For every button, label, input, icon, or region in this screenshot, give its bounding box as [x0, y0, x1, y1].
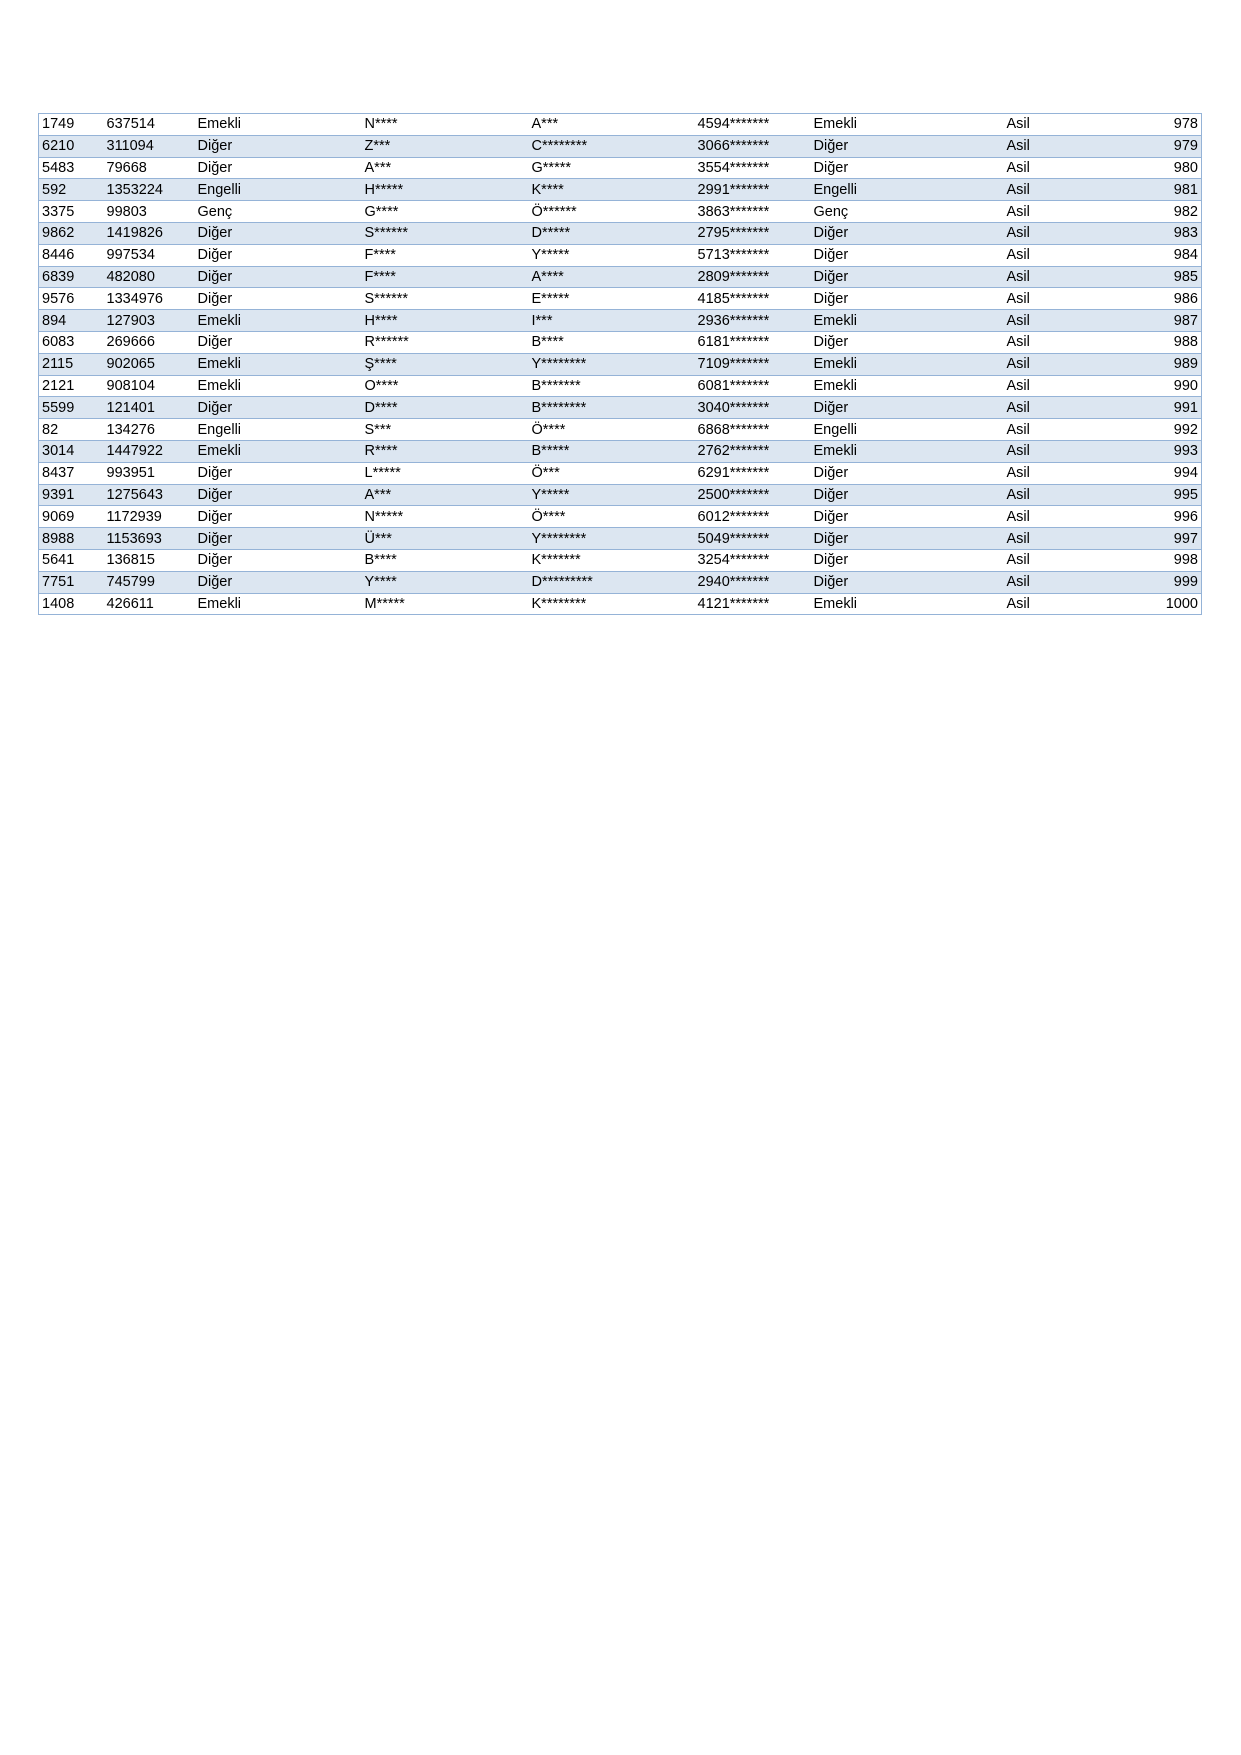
- cell-category: Diğer: [195, 288, 362, 310]
- cell-group: Diğer: [811, 397, 1004, 419]
- cell-group: Engelli: [811, 419, 1004, 441]
- table-row: [39, 310, 1202, 332]
- cell-name-masked: Z***: [362, 135, 529, 157]
- cell-category: Diğer: [195, 331, 362, 353]
- cell-number: 1353224: [104, 179, 195, 201]
- cell-id: 894: [39, 310, 104, 332]
- cell-id: 6210: [39, 135, 104, 157]
- cell-group: Diğer: [811, 484, 1004, 506]
- cell-name-masked: O****: [362, 375, 529, 397]
- cell-masked-code: 2500*******: [695, 484, 811, 506]
- cell-surname-masked: D*****: [529, 222, 695, 244]
- cell-category: Diğer: [195, 549, 362, 571]
- cell-group: Diğer: [811, 288, 1004, 310]
- cell-masked-code: 5049*******: [695, 528, 811, 550]
- cell-number: 1153693: [104, 528, 195, 550]
- cell-category: Diğer: [195, 135, 362, 157]
- table-row: [39, 266, 1202, 288]
- cell-category: Diğer: [195, 157, 362, 179]
- cell-rank: 979: [1129, 135, 1202, 157]
- table-row: [39, 440, 1202, 462]
- cell-name-masked: S***: [362, 419, 529, 441]
- cell-masked-code: 5713*******: [695, 244, 811, 266]
- cell-group: Emekli: [811, 593, 1004, 615]
- cell-category: Emekli: [195, 375, 362, 397]
- cell-group: Diğer: [811, 331, 1004, 353]
- cell-group: Diğer: [811, 549, 1004, 571]
- cell-number: 127903: [104, 310, 195, 332]
- cell-status: Asil: [1004, 310, 1129, 332]
- cell-masked-code: 2762*******: [695, 440, 811, 462]
- cell-surname-masked: Ö****: [529, 506, 695, 528]
- cell-number: 1334976: [104, 288, 195, 310]
- cell-status: Asil: [1004, 375, 1129, 397]
- cell-number: 1447922: [104, 440, 195, 462]
- cell-group: Emekli: [811, 353, 1004, 375]
- cell-name-masked: Ş****: [362, 353, 529, 375]
- cell-id: 1408: [39, 593, 104, 615]
- cell-id: 82: [39, 419, 104, 441]
- cell-masked-code: 4594*******: [695, 114, 811, 136]
- cell-surname-masked: Ö***: [529, 462, 695, 484]
- cell-name-masked: N****: [362, 114, 529, 136]
- cell-status: Asil: [1004, 331, 1129, 353]
- cell-status: Asil: [1004, 266, 1129, 288]
- records-table-body: [39, 114, 1202, 615]
- cell-rank: 986: [1129, 288, 1202, 310]
- cell-rank: 988: [1129, 331, 1202, 353]
- cell-masked-code: 6081*******: [695, 375, 811, 397]
- cell-id: 8988: [39, 528, 104, 550]
- cell-group: Diğer: [811, 462, 1004, 484]
- cell-number: 311094: [104, 135, 195, 157]
- cell-category: Diğer: [195, 506, 362, 528]
- cell-surname-masked: Ö****: [529, 419, 695, 441]
- cell-name-masked: F****: [362, 266, 529, 288]
- cell-category: Engelli: [195, 179, 362, 201]
- cell-rank: 994: [1129, 462, 1202, 484]
- cell-status: Asil: [1004, 571, 1129, 593]
- cell-group: Diğer: [811, 528, 1004, 550]
- cell-group: Emekli: [811, 114, 1004, 136]
- cell-masked-code: 2795*******: [695, 222, 811, 244]
- cell-id: 5599: [39, 397, 104, 419]
- cell-category: Diğer: [195, 571, 362, 593]
- cell-number: 993951: [104, 462, 195, 484]
- cell-status: Asil: [1004, 135, 1129, 157]
- cell-category: Engelli: [195, 419, 362, 441]
- table-row: [39, 528, 1202, 550]
- cell-id: 2115: [39, 353, 104, 375]
- cell-number: 121401: [104, 397, 195, 419]
- cell-id: 592: [39, 179, 104, 201]
- cell-number: 482080: [104, 266, 195, 288]
- cell-category: Emekli: [195, 353, 362, 375]
- cell-number: 134276: [104, 419, 195, 441]
- cell-rank: 998: [1129, 549, 1202, 571]
- cell-surname-masked: K****: [529, 179, 695, 201]
- cell-name-masked: A***: [362, 484, 529, 506]
- cell-rank: 983: [1129, 222, 1202, 244]
- cell-id: 8446: [39, 244, 104, 266]
- cell-surname-masked: C********: [529, 135, 695, 157]
- cell-number: 997534: [104, 244, 195, 266]
- records-table: [38, 113, 1202, 615]
- cell-number: 908104: [104, 375, 195, 397]
- cell-number: 637514: [104, 114, 195, 136]
- cell-name-masked: Y****: [362, 571, 529, 593]
- table-row: [39, 353, 1202, 375]
- table-row: [39, 484, 1202, 506]
- cell-status: Asil: [1004, 549, 1129, 571]
- cell-status: Asil: [1004, 157, 1129, 179]
- cell-status: Asil: [1004, 244, 1129, 266]
- cell-category: Diğer: [195, 528, 362, 550]
- cell-id: 3375: [39, 201, 104, 223]
- cell-surname-masked: B****: [529, 331, 695, 353]
- cell-masked-code: 3554*******: [695, 157, 811, 179]
- cell-rank: 996: [1129, 506, 1202, 528]
- cell-surname-masked: E*****: [529, 288, 695, 310]
- cell-category: Diğer: [195, 484, 362, 506]
- cell-group: Diğer: [811, 506, 1004, 528]
- table-row: [39, 397, 1202, 419]
- cell-status: Asil: [1004, 419, 1129, 441]
- table-row: [39, 244, 1202, 266]
- cell-id: 2121: [39, 375, 104, 397]
- cell-group: Engelli: [811, 179, 1004, 201]
- cell-category: Diğer: [195, 462, 362, 484]
- cell-group: Emekli: [811, 440, 1004, 462]
- cell-id: 9391: [39, 484, 104, 506]
- table-row: [39, 571, 1202, 593]
- cell-name-masked: F****: [362, 244, 529, 266]
- cell-status: Asil: [1004, 462, 1129, 484]
- cell-masked-code: 2991*******: [695, 179, 811, 201]
- cell-number: 1419826: [104, 222, 195, 244]
- cell-surname-masked: Y*****: [529, 484, 695, 506]
- cell-surname-masked: K********: [529, 593, 695, 615]
- cell-masked-code: 2940*******: [695, 571, 811, 593]
- cell-id: 5641: [39, 549, 104, 571]
- cell-name-masked: S******: [362, 288, 529, 310]
- table-row: [39, 331, 1202, 353]
- cell-id: 1749: [39, 114, 104, 136]
- cell-category: Genç: [195, 201, 362, 223]
- cell-id: 7751: [39, 571, 104, 593]
- cell-id: 3014: [39, 440, 104, 462]
- cell-status: Asil: [1004, 440, 1129, 462]
- cell-name-masked: G****: [362, 201, 529, 223]
- cell-name-masked: R******: [362, 331, 529, 353]
- cell-category: Emekli: [195, 114, 362, 136]
- cell-name-masked: M*****: [362, 593, 529, 615]
- cell-number: 79668: [104, 157, 195, 179]
- cell-category: Diğer: [195, 397, 362, 419]
- cell-id: 6839: [39, 266, 104, 288]
- table-row: [39, 593, 1202, 615]
- table-row: [39, 222, 1202, 244]
- cell-rank: 995: [1129, 484, 1202, 506]
- cell-category: Diğer: [195, 266, 362, 288]
- cell-name-masked: N*****: [362, 506, 529, 528]
- cell-masked-code: 3040*******: [695, 397, 811, 419]
- table-row: [39, 506, 1202, 528]
- cell-number: 1172939: [104, 506, 195, 528]
- cell-category: Diğer: [195, 222, 362, 244]
- cell-group: Genç: [811, 201, 1004, 223]
- cell-name-masked: R****: [362, 440, 529, 462]
- cell-name-masked: L*****: [362, 462, 529, 484]
- cell-number: 1275643: [104, 484, 195, 506]
- cell-rank: 978: [1129, 114, 1202, 136]
- table-row: [39, 419, 1202, 441]
- table-row: [39, 157, 1202, 179]
- cell-id: 8437: [39, 462, 104, 484]
- table-row: [39, 462, 1202, 484]
- cell-group: Emekli: [811, 310, 1004, 332]
- table-row: [39, 114, 1202, 136]
- cell-id: 6083: [39, 331, 104, 353]
- cell-name-masked: A***: [362, 157, 529, 179]
- cell-name-masked: H****: [362, 310, 529, 332]
- table-row: [39, 179, 1202, 201]
- cell-id: 9069: [39, 506, 104, 528]
- cell-masked-code: 2809*******: [695, 266, 811, 288]
- cell-category: Diğer: [195, 244, 362, 266]
- table-row: [39, 375, 1202, 397]
- cell-masked-code: 3863*******: [695, 201, 811, 223]
- cell-masked-code: 3066*******: [695, 135, 811, 157]
- cell-category: Emekli: [195, 440, 362, 462]
- cell-group: Emekli: [811, 375, 1004, 397]
- cell-surname-masked: I***: [529, 310, 695, 332]
- cell-status: Asil: [1004, 528, 1129, 550]
- cell-name-masked: B****: [362, 549, 529, 571]
- cell-surname-masked: Y*****: [529, 244, 695, 266]
- cell-rank: 980: [1129, 157, 1202, 179]
- cell-surname-masked: G*****: [529, 157, 695, 179]
- cell-name-masked: Ü***: [362, 528, 529, 550]
- cell-rank: 989: [1129, 353, 1202, 375]
- cell-rank: 985: [1129, 266, 1202, 288]
- cell-group: Diğer: [811, 266, 1004, 288]
- cell-status: Asil: [1004, 397, 1129, 419]
- cell-surname-masked: Y********: [529, 353, 695, 375]
- cell-status: Asil: [1004, 179, 1129, 201]
- cell-surname-masked: Y********: [529, 528, 695, 550]
- cell-rank: 981: [1129, 179, 1202, 201]
- cell-masked-code: 6181*******: [695, 331, 811, 353]
- cell-rank: 984: [1129, 244, 1202, 266]
- cell-masked-code: 7109*******: [695, 353, 811, 375]
- cell-name-masked: S******: [362, 222, 529, 244]
- cell-rank: 997: [1129, 528, 1202, 550]
- cell-group: Diğer: [811, 135, 1004, 157]
- cell-surname-masked: B********: [529, 397, 695, 419]
- cell-category: Emekli: [195, 310, 362, 332]
- cell-rank: 1000: [1129, 593, 1202, 615]
- table-row: [39, 288, 1202, 310]
- table-row: [39, 549, 1202, 571]
- cell-masked-code: 2936*******: [695, 310, 811, 332]
- cell-surname-masked: B*****: [529, 440, 695, 462]
- cell-masked-code: 6868*******: [695, 419, 811, 441]
- cell-status: Asil: [1004, 288, 1129, 310]
- cell-number: 745799: [104, 571, 195, 593]
- cell-rank: 993: [1129, 440, 1202, 462]
- cell-status: Asil: [1004, 201, 1129, 223]
- cell-masked-code: 4121*******: [695, 593, 811, 615]
- cell-name-masked: D****: [362, 397, 529, 419]
- table-row: [39, 135, 1202, 157]
- cell-number: 99803: [104, 201, 195, 223]
- cell-category: Emekli: [195, 593, 362, 615]
- cell-status: Asil: [1004, 222, 1129, 244]
- cell-masked-code: 6012*******: [695, 506, 811, 528]
- cell-status: Asil: [1004, 114, 1129, 136]
- cell-surname-masked: D*********: [529, 571, 695, 593]
- cell-rank: 991: [1129, 397, 1202, 419]
- cell-surname-masked: B*******: [529, 375, 695, 397]
- cell-number: 269666: [104, 331, 195, 353]
- cell-id: 9862: [39, 222, 104, 244]
- cell-status: Asil: [1004, 484, 1129, 506]
- cell-status: Asil: [1004, 353, 1129, 375]
- cell-group: Diğer: [811, 571, 1004, 593]
- cell-number: 426611: [104, 593, 195, 615]
- cell-masked-code: 4185*******: [695, 288, 811, 310]
- cell-rank: 992: [1129, 419, 1202, 441]
- cell-surname-masked: A***: [529, 114, 695, 136]
- cell-masked-code: 3254*******: [695, 549, 811, 571]
- cell-id: 9576: [39, 288, 104, 310]
- cell-number: 902065: [104, 353, 195, 375]
- table-row: [39, 201, 1202, 223]
- cell-status: Asil: [1004, 506, 1129, 528]
- cell-id: 5483: [39, 157, 104, 179]
- cell-group: Diğer: [811, 244, 1004, 266]
- cell-group: Diğer: [811, 157, 1004, 179]
- cell-number: 136815: [104, 549, 195, 571]
- cell-status: Asil: [1004, 593, 1129, 615]
- cell-masked-code: 6291*******: [695, 462, 811, 484]
- cell-rank: 999: [1129, 571, 1202, 593]
- cell-surname-masked: A****: [529, 266, 695, 288]
- cell-rank: 990: [1129, 375, 1202, 397]
- cell-surname-masked: Ö******: [529, 201, 695, 223]
- cell-group: Diğer: [811, 222, 1004, 244]
- cell-name-masked: H*****: [362, 179, 529, 201]
- cell-surname-masked: K*******: [529, 549, 695, 571]
- cell-rank: 987: [1129, 310, 1202, 332]
- cell-rank: 982: [1129, 201, 1202, 223]
